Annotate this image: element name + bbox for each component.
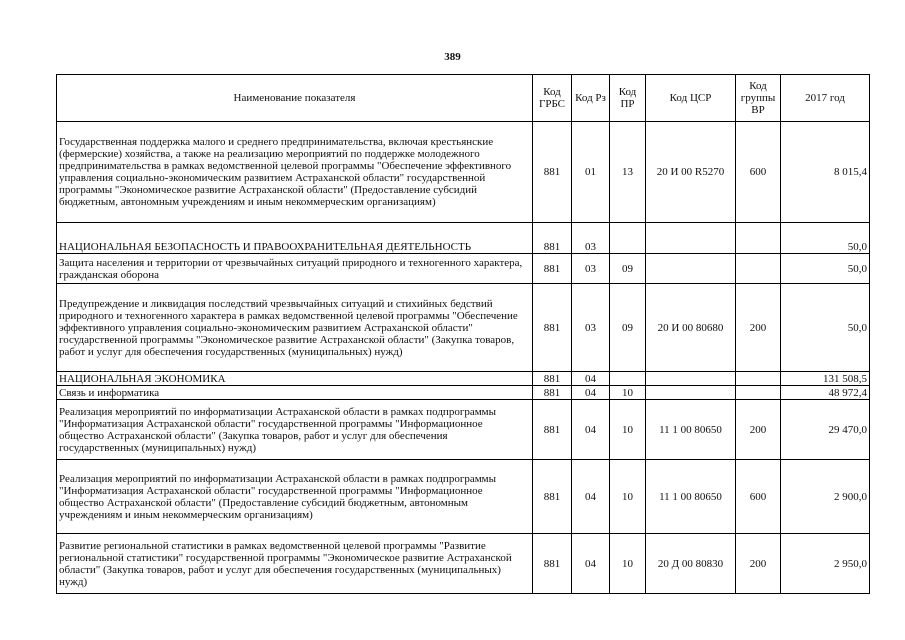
- row-pr: [610, 223, 646, 254]
- row-amount: 2 900,0: [781, 460, 870, 534]
- header-csr: Код ЦСР: [646, 75, 736, 122]
- table-row: [57, 223, 870, 254]
- table-row: [57, 386, 870, 400]
- row-vr: 200: [736, 284, 781, 372]
- row-pr: 13: [610, 122, 646, 223]
- header-grbs: Код ГРБС: [533, 75, 572, 122]
- header-pr: Код ПР: [610, 75, 646, 122]
- header-vr: Код группы ВР: [736, 75, 781, 122]
- row-pr: 10: [610, 534, 646, 594]
- row-name: Предупреждение и ликвидация последствий чрезвычайных ситуаций и стихийных бедствий природного и техногенного характера в рамках ведомственной целевой программы "Обеспечение эффективного управления социально-экономическим развитием Астраханской области" государственной программы "Экономическое развитие Астраханской области" (Закупка товаров, работ и услуг для обеспечения государственных (муниципальных) нужд): [57, 284, 533, 372]
- row-csr: [646, 386, 736, 400]
- row-csr: [646, 254, 736, 284]
- row-csr: 20 Д 00 80830: [646, 534, 736, 594]
- row-amount: 8 015,4: [781, 122, 870, 223]
- row-name: Государственная поддержка малого и среднего предпринимательства, включая крестьянские (фермерские) хозяйства, а также на реализацию мероприятий по поддержке молодежного предпринимательства в рамках ведомственной целевой программы "Обеспечение эффективного управления социально-экономическим развитием Астраханской области" государственной программы "Экономическое развитие Астраханской области" (Предоставление субсидий бюджетным, автономным учреждениям и иным некоммерческим организациям): [57, 122, 533, 223]
- row-pr: 10: [610, 460, 646, 534]
- row-rz: 04: [572, 460, 610, 534]
- row-name: Реализация мероприятий по информатизации Астраханской области в рамках подпрограммы "Информатизация Астраханской области" государственной программы "Информационное общество Астраханской области" (Закупка товаров, работ и услуг для обеспечения государственных (муниципальных) нужд): [57, 400, 533, 460]
- header-rz: Код Рз: [572, 75, 610, 122]
- row-rz: 03: [572, 223, 610, 254]
- row-amount: 131 508,5: [781, 372, 870, 386]
- row-vr: 600: [736, 122, 781, 223]
- row-grbs: 881: [533, 534, 572, 594]
- row-grbs: 881: [533, 254, 572, 284]
- row-rz: 03: [572, 284, 610, 372]
- row-grbs: 881: [533, 386, 572, 400]
- row-vr: [736, 223, 781, 254]
- row-rz: 04: [572, 400, 610, 460]
- row-amount: 50,0: [781, 284, 870, 372]
- row-rz: 04: [572, 372, 610, 386]
- row-rz: 03: [572, 254, 610, 284]
- row-csr: 11 1 00 80650: [646, 460, 736, 534]
- row-name: Реализация мероприятий по информатизации Астраханской области в рамках подпрограммы "Информатизация Астраханской области" государственной программы "Информационное общество Астраханской области" (Предоставление субсидий бюджетным, автономным учреждениям и иным некоммерческим организациям): [57, 460, 533, 534]
- row-name: Развитие региональной статистики в рамках ведомственной целевой программы "Развитие региональной статистики" государственной программы "Экономическое развитие Астраханской области" (Закупка товаров, работ и услуг для обеспечения государственных (муниципальных) нужд): [57, 534, 533, 594]
- page-number: 389: [444, 51, 461, 63]
- row-grbs: 881: [533, 284, 572, 372]
- row-name: НАЦИОНАЛЬНАЯ ЭКОНОМИКА: [57, 372, 533, 386]
- row-grbs: 881: [533, 372, 572, 386]
- row-amount: 50,0: [781, 254, 870, 284]
- row-name: НАЦИОНАЛЬНАЯ БЕЗОПАСНОСТЬ И ПРАВООХРАНИТЕЛЬНАЯ ДЕЯТЕЛЬНОСТЬ: [57, 223, 533, 254]
- row-grbs: 881: [533, 122, 572, 223]
- row-vr: 600: [736, 460, 781, 534]
- row-amount: 50,0: [781, 223, 870, 254]
- row-csr: [646, 372, 736, 386]
- budget-table: [56, 74, 870, 594]
- row-vr: [736, 372, 781, 386]
- table-header-row: [57, 75, 870, 122]
- row-csr: 20 И 00 R5270: [646, 122, 736, 223]
- table-row: [57, 284, 870, 372]
- row-vr: 200: [736, 534, 781, 594]
- row-rz: 01: [572, 122, 610, 223]
- row-amount: 2 950,0: [781, 534, 870, 594]
- header-year: 2017 год: [781, 75, 870, 122]
- row-vr: [736, 254, 781, 284]
- table-row: [57, 534, 870, 594]
- row-pr: 09: [610, 254, 646, 284]
- table-row: [57, 400, 870, 460]
- row-vr: [736, 386, 781, 400]
- row-amount: 29 470,0: [781, 400, 870, 460]
- table-row: [57, 122, 870, 223]
- row-pr: 10: [610, 400, 646, 460]
- row-grbs: 881: [533, 460, 572, 534]
- row-vr: 200: [736, 400, 781, 460]
- header-name: Наименование показателя: [57, 75, 533, 122]
- row-name: Защита населения и территории от чрезвычайных ситуаций природного и техногенного характера, гражданская оборона: [57, 254, 533, 284]
- row-amount: 48 972,4: [781, 386, 870, 400]
- row-csr: [646, 223, 736, 254]
- row-rz: 04: [572, 534, 610, 594]
- row-pr: [610, 372, 646, 386]
- row-csr: 20 И 00 80680: [646, 284, 736, 372]
- row-grbs: 881: [533, 223, 572, 254]
- row-csr: 11 1 00 80650: [646, 400, 736, 460]
- row-pr: 10: [610, 386, 646, 400]
- table-row: [57, 460, 870, 534]
- row-rz: 04: [572, 386, 610, 400]
- row-grbs: 881: [533, 400, 572, 460]
- row-pr: 09: [610, 284, 646, 372]
- table-row: [57, 254, 870, 284]
- row-name: Связь и информатика: [57, 386, 533, 400]
- table-row: [57, 372, 870, 386]
